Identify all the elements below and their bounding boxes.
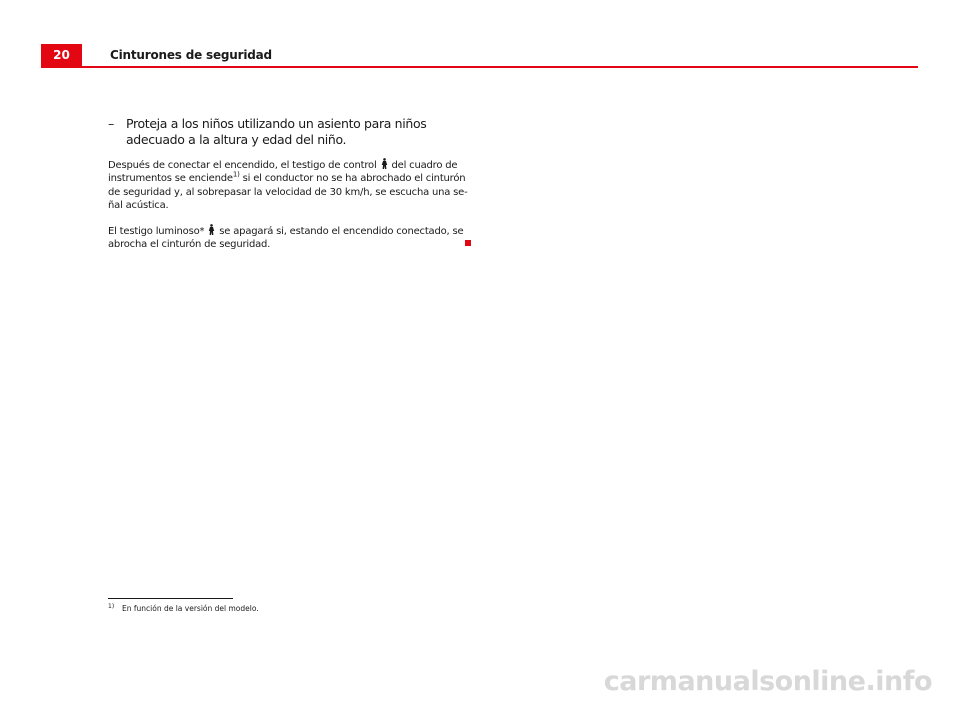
paragraph-warning-light-off [108, 224, 468, 252]
footnote-rule [108, 598, 233, 599]
paragraph-text: El testigo luminoso* [108, 226, 205, 237]
page-title: Cinturones de seguridad [110, 48, 272, 62]
page-number-badge: 20 [41, 44, 82, 66]
header-rule [41, 66, 918, 68]
bullet-dash: – [108, 116, 115, 131]
seatbelt-warning-icon [208, 224, 215, 235]
section-end-marker [465, 240, 471, 246]
bullet-item [108, 116, 470, 148]
footnote-mark: 1) [108, 603, 115, 610]
footnote-reference: 1) [232, 170, 240, 179]
paragraph-text: se apagará si, estando el encendido conectado, se abrocha el cinturón de seguridad. [108, 226, 464, 251]
paragraph-text: si el conductor no se ha abrochado el cinturón de seguridad y, al sobrepasar la velocidad de 30 km/h, se escucha una se-ñal acústica. [108, 173, 468, 211]
footnote-text: En función de la versión del modelo. [122, 604, 259, 613]
watermark: carmanualsonline.info [603, 666, 932, 697]
seatbelt-warning-icon [381, 158, 388, 169]
paragraph-text: Después de conectar el encendido, el testigo de control [108, 160, 377, 171]
paragraph-text: del cuadro de instrumentos se enciende [108, 160, 458, 185]
paragraph-seatbelt-warning [108, 158, 468, 212]
bullet-text: Proteja a los niños utilizando un asiento para niños adecuado a la altura y edad del niño. [126, 116, 427, 147]
